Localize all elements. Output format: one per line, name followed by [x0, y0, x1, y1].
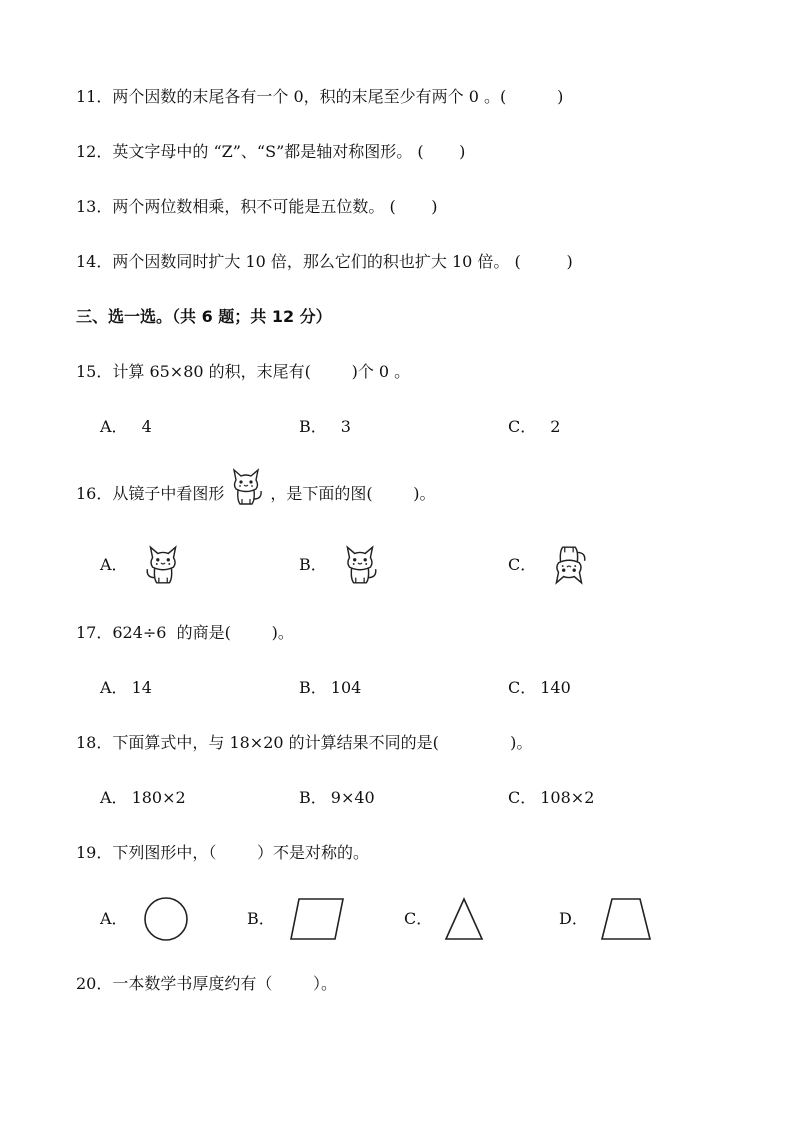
option-value: 180×2 — [131, 788, 186, 807]
question-16 — [76, 480, 436, 508]
circle-icon — [142, 895, 190, 943]
question-12: 12．英文字母中的 “Z”、“S”都是轴对称图形。 ( ) — [76, 142, 466, 161]
question-16-text: 16．从镜子中看图形 — [76, 484, 225, 503]
q19-option-c[interactable] — [404, 895, 488, 943]
cat-upside-down-icon — [550, 543, 590, 587]
option-label: A． — [100, 417, 128, 436]
section-3-heading: 三、选一选。（共 6 题；共 12 分） — [76, 307, 332, 326]
q15-option-c[interactable] — [508, 416, 560, 438]
option-label: C． — [404, 909, 433, 928]
question-16-text-end: ，是下面的图( )。 — [270, 484, 436, 503]
question-11: 11．两个因数的末尾各有一个 0，积的末尾至少有两个 0 。( ) — [76, 87, 564, 106]
option-value: 3 — [340, 417, 351, 436]
option-label: B． — [299, 417, 327, 436]
option-value: 108×2 — [540, 788, 595, 807]
q16-option-c[interactable] — [508, 543, 590, 587]
option-value: 9×40 — [330, 788, 375, 807]
cat-icon — [341, 543, 381, 587]
option-label: B． — [299, 678, 327, 697]
option-label: B． — [247, 909, 275, 928]
question-13: 13．两个两位数相乘，积不可能是五位数。 ( ) — [76, 197, 438, 216]
option-label: C． — [508, 417, 537, 436]
q15-option-a[interactable] — [100, 416, 152, 438]
q19-option-a[interactable] — [100, 895, 190, 943]
option-label: C． — [508, 678, 537, 697]
q17-option-b[interactable] — [299, 677, 361, 699]
triangle-icon — [444, 895, 488, 943]
cat-icon — [228, 466, 266, 508]
q17-option-a[interactable] — [100, 677, 152, 699]
q18-option-a[interactable] — [100, 787, 186, 809]
option-label: D． — [559, 909, 588, 928]
option-value: 4 — [141, 417, 152, 436]
option-label: B． — [299, 788, 327, 807]
option-label: A． — [100, 788, 128, 807]
question-15: 15．计算 65×80 的积，末尾有( )个 0 。 — [76, 362, 411, 381]
q19-option-b[interactable] — [247, 895, 347, 943]
option-value: 140 — [540, 678, 571, 697]
option-label: B． — [299, 555, 327, 574]
option-label: C． — [508, 788, 537, 807]
question-18: 18．下面算式中，与 18×20 的计算结果不同的是( )。 — [76, 733, 533, 752]
option-label: A． — [100, 678, 128, 697]
q18-option-b[interactable] — [299, 787, 375, 809]
q16-option-a[interactable] — [100, 543, 182, 587]
question-17: 17．624÷6 的商是( )。 — [76, 623, 294, 642]
q19-option-d[interactable] — [559, 895, 654, 943]
q17-option-c[interactable] — [508, 677, 571, 699]
cat-mirrored-icon — [142, 543, 182, 587]
trapezoid-icon — [600, 895, 654, 943]
option-value: 14 — [131, 678, 152, 697]
q18-option-c[interactable] — [508, 787, 594, 809]
question-19: 19．下列图形中，（ ）不是对称的。 — [76, 843, 370, 862]
parallelogram-icon — [287, 895, 347, 943]
question-14: 14．两个因数同时扩大 10 倍，那么它们的积也扩大 10 倍。 ( ) — [76, 252, 573, 271]
question-20: 20．一本数学书厚度约有（ ）。 — [76, 974, 338, 993]
q15-option-b[interactable] — [299, 416, 351, 438]
option-label: C． — [508, 555, 537, 574]
q16-option-b[interactable] — [299, 543, 381, 587]
option-value: 2 — [550, 417, 561, 436]
option-value: 104 — [330, 678, 362, 697]
option-label: A． — [100, 909, 128, 928]
option-label: A． — [100, 555, 128, 574]
